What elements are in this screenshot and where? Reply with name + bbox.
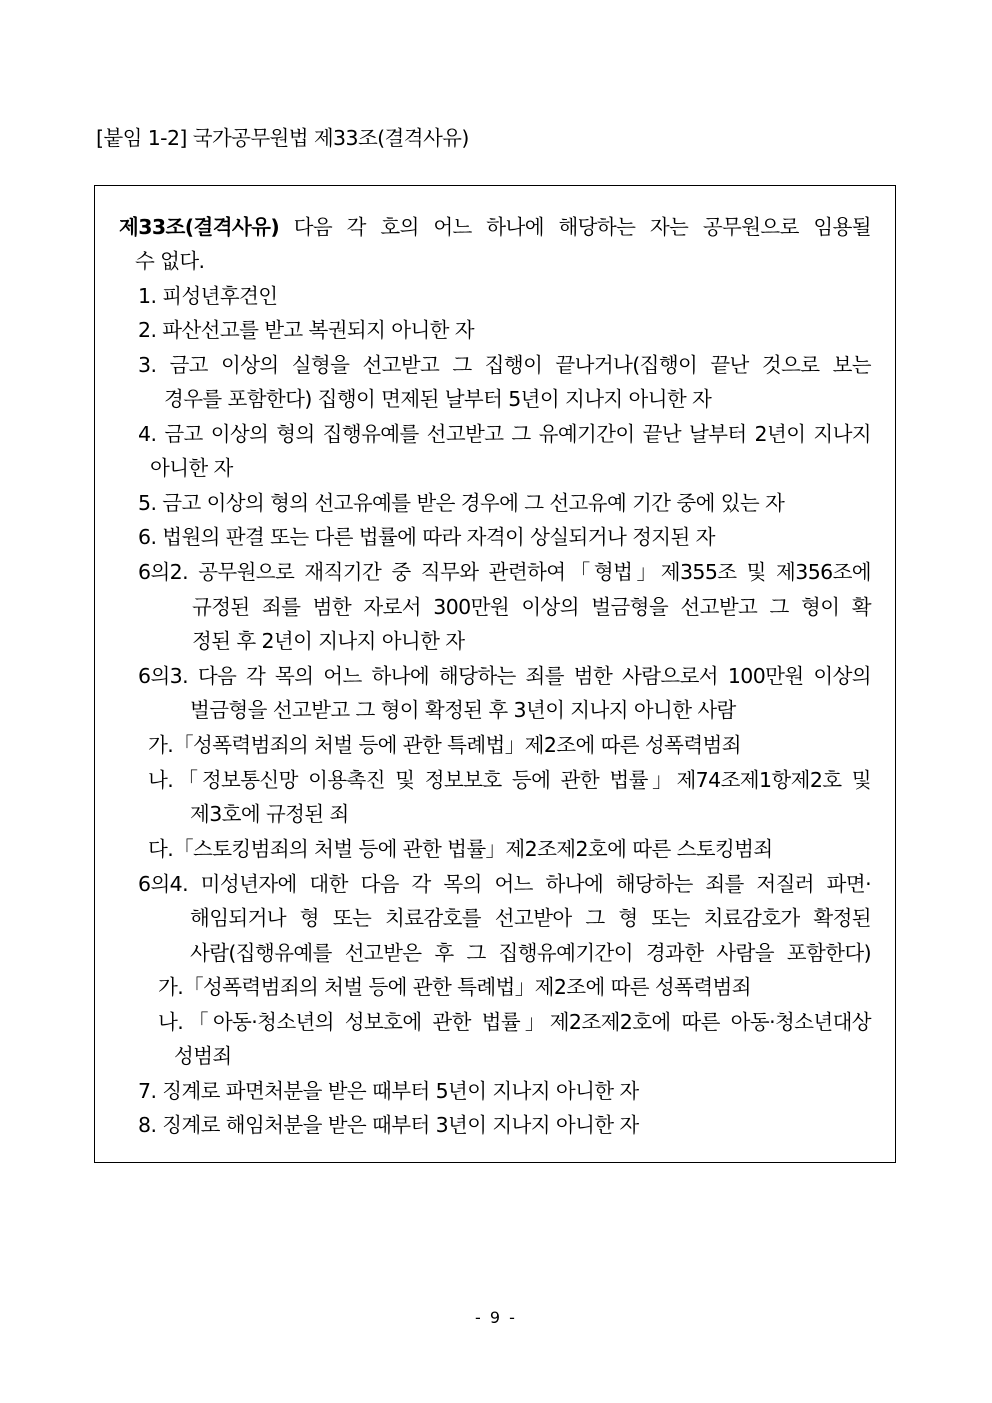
article-intro-line1 [119,210,871,244]
item-6-3-na-line1: 나.「정보통신망 이용촉진 및 정보보호 등에 관한 법률」제74조제1항제2호 및 [148,768,871,792]
item-6-2-line2: 규정된 죄를 범한 자로서 300만원 이상의 벌금형을 선고받고 그 형이 확 [192,595,871,619]
attachment-heading: [붙임 1-2] 국가공무원법 제33조(결격사유) [96,126,469,150]
article-intro-line2: 수 없다. [135,249,205,273]
item-3-line1: 3. 금고 이상의 실형을 선고받고 그 집행이 끝나거나(집행이 끝난 것으로 보는 [138,353,871,377]
item-8: 8. 징계로 해임처분을 받은 때부터 3년이 지나지 아니한 자 [138,1113,639,1137]
item-6-4-line3: 사람(집행유예를 선고받은 후 그 집행유예기간이 경과한 사람을 포함한다) [190,941,871,965]
item-7: 7. 징계로 파면처분을 받은 때부터 5년이 지나지 아니한 자 [138,1079,639,1103]
page-number: - 9 - [475,1308,517,1327]
article-title: 제33조(결격사유) [119,215,280,239]
item-6-4-line1: 6의4. 미성년자에 대한 다음 각 목의 어느 하나에 해당하는 죄를 저질러 파면· [138,872,871,896]
item-6-3-da: 다.「스토킹범죄의 처벌 등에 관한 법률」제2조제2호에 따른 스토킹범죄 [148,837,773,861]
item-2: 2. 파산선고를 받고 복권되지 아니한 자 [138,318,474,342]
item-1: 1. 피성년후견인 [138,284,278,308]
item-6-3-line1: 6의3. 다음 각 목의 어느 하나에 해당하는 죄를 범한 사람으로서 100만원 이상의 [138,664,871,688]
item-6-2-line3: 정된 후 2년이 지나지 아니한 자 [192,629,465,653]
item-6-4-ga: 가.「성폭력범죄의 처벌 등에 관한 특례법」제2조에 따른 성폭력범죄 [158,975,751,999]
law-text-box [94,185,896,1163]
item-6-4-line2: 해임되거나 형 또는 치료감호를 선고받아 그 형 또는 치료감호가 확정된 [190,906,871,930]
item-6-4-na-line1: 나.「아동·청소년의 성보호에 관한 법률」제2조제2호에 따른 아동·청소년대상 [158,1010,871,1034]
article-intro-text: 다음 각 호의 어느 하나에 해당하는 자는 공무원으로 임용될 [293,215,871,239]
item-6-3-ga: 가.「성폭력범죄의 처벌 등에 관한 특례법」제2조에 따른 성폭력범죄 [148,733,741,757]
item-3-line2: 경우를 포함한다) 집행이 면제된 날부터 5년이 지나지 아니한 자 [164,387,712,411]
item-4-line2: 아니한 자 [150,456,233,480]
item-4-line1: 4. 금고 이상의 형의 집행유예를 선고받고 그 유예기간이 끝난 날부터 2년이 지나지 [138,422,871,446]
item-5: 5. 금고 이상의 형의 선고유예를 받은 경우에 그 선고유예 기간 중에 있는 자 [138,491,785,515]
item-6: 6. 법원의 판결 또는 다른 법률에 따라 자격이 상실되거나 정지된 자 [138,525,715,549]
item-6-3-na-line2: 제3호에 규정된 죄 [190,802,349,826]
item-6-2-line1: 6의2. 공무원으로 재직기간 중 직무와 관련하여「형법」제355조 및 제356조에 [138,560,871,584]
item-6-3-line2: 벌금형을 선고받고 그 형이 확정된 후 3년이 지나지 아니한 사람 [190,698,736,722]
item-6-4-na-line2: 성범죄 [174,1044,232,1068]
